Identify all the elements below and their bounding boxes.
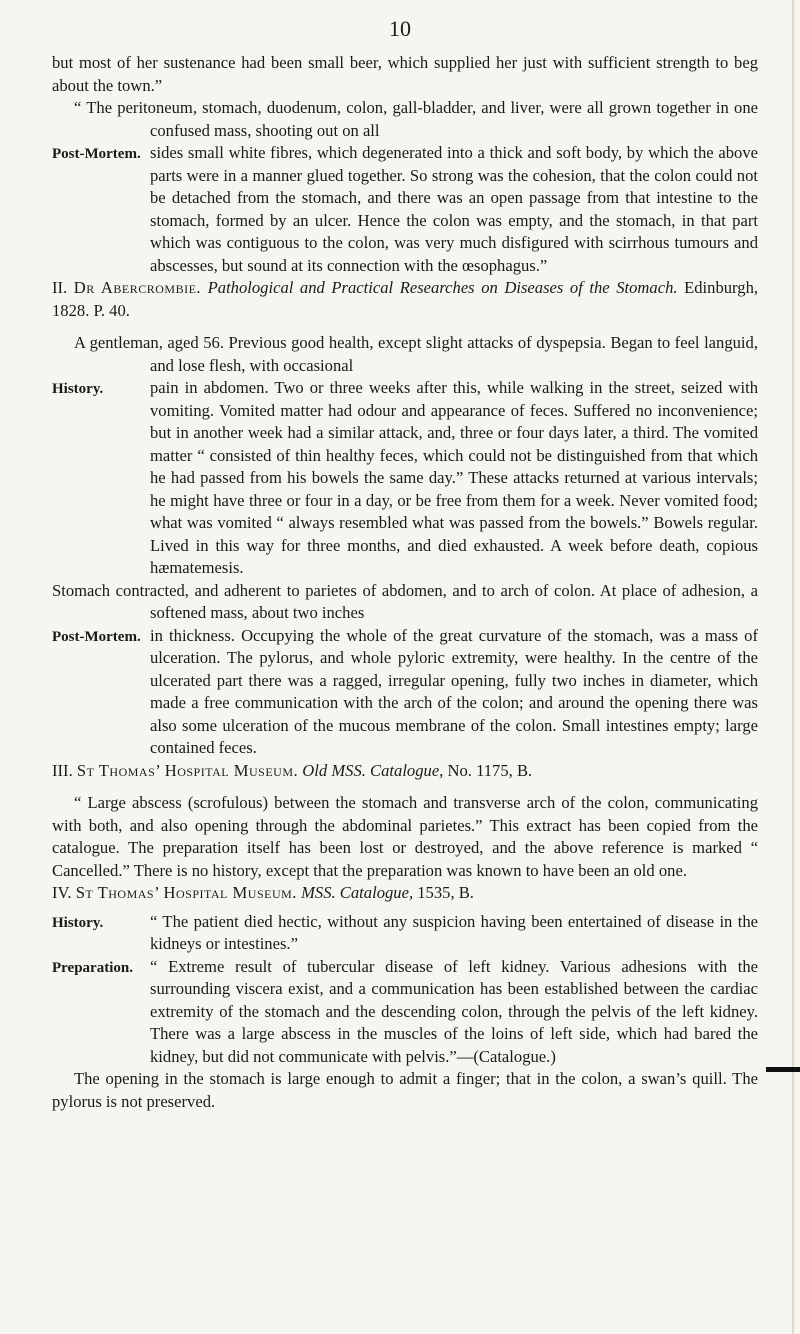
paragraph-stomach-contracted: Stomach contracted, and adherent to parietes of abdomen, and to arch of colon. At place of adhesion, a softened mass, about two inches — [52, 580, 758, 622]
margin-label-post-mortem: Post-Mortem. — [52, 146, 141, 162]
heading-author: St Thomas’ Hospital Museum. — [76, 760, 299, 780]
history-row-iv — [52, 911, 758, 956]
margin-label-preparation: Preparation. — [52, 959, 133, 976]
page-edge-shadow — [792, 0, 794, 1334]
post-mortem-row-ii — [52, 625, 758, 760]
preparation-row — [52, 956, 758, 1069]
margin-label-history: History. — [52, 381, 104, 397]
post-mortem-row — [52, 142, 758, 277]
heading-title: Pathological and Practical Researches on Diseases of the Stomach. — [207, 278, 678, 297]
heading-title: MSS. Catalogue, — [301, 883, 414, 902]
paragraph-history-ii: pain in abdomen. Two or three weeks after this, while walking in the street, seized with vomiting. Vomited matter had odour and appearance of feces. Suffered no inconvenience; but in another week had a similar attack, and, three or four days later, a third. The vomited matter “ consisted of thin healthy feces, which could not be distinguished from that which he had passed from his bowels the same day.” These attacks returned at various intervals; he might have three or four in a day, or be free from them for a week. Never vomited food; what was vomited “ always resembled what was passed from the bowels.” Bowels regular. Lived in this way for three months, and died exhausted. A week before death, copious hæmatemesis. — [150, 378, 758, 577]
paragraph-history-iv: “ The patient died hectic, without any suspicion having been entertained of disease in the kidneys or intestines.” — [150, 911, 758, 953]
text-column — [52, 52, 758, 1113]
section-heading-iii: III. St Thomas’ Hospital Museum. Old MSS. Catalogue, No. 1175, B. — [52, 760, 533, 780]
heading-title: Old MSS. Catalogue, — [302, 760, 444, 780]
paragraph-opening: The opening in the stomach is large enough to admit a finger; that in the colon, a swan’s quill. The pylorus is not preserved. — [52, 1069, 758, 1111]
margin-label-post-mortem-ii: Post-Mortem. — [52, 628, 141, 645]
paragraph-quote-peritoneum: “ The peritoneum, stomach, duodenum, colon, gall-bladder, and liver, were all grown together in one confused mass, shooting out on all — [74, 98, 758, 140]
paragraph-gentleman: A gentleman, aged 56. Previous good health, except slight attacks of dyspepsia. Began to feel languid, and lose flesh, with occasional — [74, 333, 758, 375]
heading-author: Dr Abercrombie. — [73, 278, 202, 297]
section-heading-iv: IV. St Thomas’ Hospital Museum. MSS. Catalogue, 1535, B. — [52, 883, 474, 902]
page-edge-mark — [766, 1067, 800, 1072]
page-number: 10 — [389, 16, 411, 41]
paragraph-post-mortem-1: sides small white fibres, which degenerated into a thick and soft body, by which the above parts were in a manner glued together. So strong was the cohesion, that the colon could not be detached from the stomach, and there was an open passage from that intestine to the stomach, formed by an ulcer. Hence the colon was empty, and the stomach, in that part which was contiguous to the colon, was very much disfigured with scirrhous tumours and abscesses, but sound at its connection with the œsophagus.” — [150, 143, 758, 275]
paragraph-continuation: but most of her sustenance had been small beer, which supplied her just with sufficient strength to beg about the town.” — [52, 53, 758, 95]
section-heading-ii: II. Dr Abercrombie. Pathological and Practical Researches on Diseases of the Stomach. Edinburgh, 1828. P. 40. — [52, 278, 759, 320]
paragraph-large-abscess: “ Large abscess (scrofulous) between the stomach and transverse arch of the colon, communicating with both, and also opening through the abdominal parietes.” This extract has been copied from the catalogue. The preparation itself has been lost or destroyed, and the above reference is marked “ Cancelled.” There is no history, except that the preparation was known to have been an old one. — [52, 793, 758, 880]
heading-author: St Thomas’ Hospital Museum. — [75, 883, 297, 902]
margin-label-history-iv: History. — [52, 914, 104, 931]
paragraph-preparation: “ Extreme result of tubercular disease of left kidney. Various adhesions with the surrounding viscera exist, and a communication has been established between the cardiac extremity of the stomach and the descending colon, through the pelvis of the left kidney. There was a large abscess in the muscles of the loins of left side, which had bared the kidney, but did not communicate with pelvis.”—(Catalogue.) — [150, 956, 758, 1066]
paragraph-post-mortem-ii: in thickness. Occupying the whole of the great curvature of the stomach, was a mass of ulceration. The pylorus, and whole pyloric extremity, were healthy. In the centre of the ulcerated part there was a ragged, irregular opening, fully two inches in diameter, which made a free communication with the arch of the colon; and around the opening there was also some ulceration of the mucous membrane of the colon. Small intestines empty; large contained feces. — [150, 625, 758, 757]
history-row-ii — [52, 377, 758, 580]
